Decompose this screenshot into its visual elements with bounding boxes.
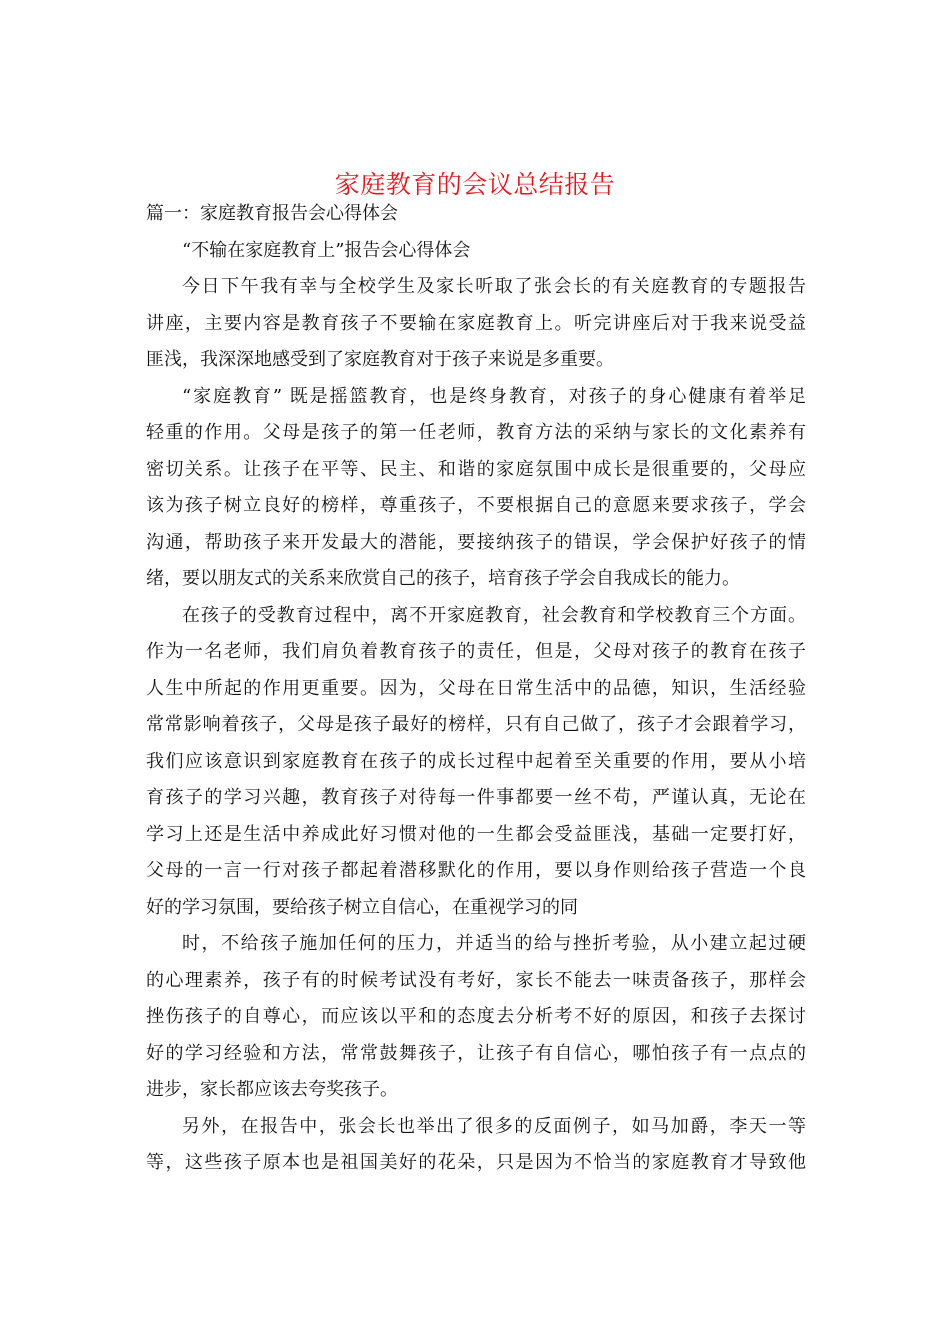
text-line: 密切关系。让孩子在平等、民主、和谐的家庭氛围中成长是很重要的，父母应: [146, 458, 806, 480]
text-line: 讲座，主要内容是教育孩子不要输在家庭教育上。听完讲座后对于我来说受益: [146, 312, 806, 334]
text-line: 匪浅，我深深地感受到了家庭教育对于孩子来说是多重要。: [146, 349, 614, 370]
text-line: 在孩子的受教育过程中，离不开家庭教育，社会教育和学校教育三个方面。: [182, 604, 806, 626]
text-line: 该为孩子树立良好的榜样，尊重孩子，不要根据自己的意愿来要求孩子，学会: [146, 495, 806, 516]
text-line: 人生中所起的作用更重要。因为，父母在日常生活中的品德，知识，生活经验: [146, 677, 806, 699]
text-line: 绪，要以朋友式的关系来欣赏自己的孩子，培育孩子学会自我成长的能力。: [146, 568, 740, 589]
text-line: 沟通，帮助孩子来开发最大的潜能，要接纳孩子的错误，学会保护好孩子的情: [146, 531, 806, 553]
text-line: 的心理素养，孩子有的时候考试没有考好，家长不能去一味责备孩子，那样会: [146, 969, 806, 991]
text-line: 轻重的作用。父母是孩子的第一任老师，教育方法的采纳与家长的文化素养有: [146, 422, 806, 443]
text-line: 今日下午我有幸与全校学生及家长听取了张会长的有关庭教育的专题报告: [182, 276, 806, 297]
text-line: 作为一名老师，我们肩负着教育孩子的责任，但是，父母对孩子的教育在孩子: [146, 641, 806, 662]
text-line: “不输在家庭教育上”报告会心得体会: [182, 239, 471, 261]
text-line: 时，不给孩子施加任何的压力，并适当的给与挫折考验，从小建立起过硬: [182, 933, 806, 954]
text-line: 进步，家长都应该去夸奖孩子。: [146, 1079, 398, 1100]
text-line: 另外，在报告中，张会长也举出了很多的反面例子，如马加爵，李天一等: [182, 1115, 806, 1137]
text-line: 育孩子的学习兴趣，教育孩子对待每一件事都要一丝不苟，严谨认真，无论在: [146, 787, 806, 808]
text-line: 父母的一言一行对孩子都起着潜移默化的作用，要以身作则给孩子营造一个良: [146, 860, 806, 881]
text-line: 常常影响着孩子，父母是孩子最好的榜样，只有自己做了，孩子才会跟着学习，: [146, 714, 806, 735]
text-line: 学习上还是生活中养成此好习惯对他的一生都会受益匪浅，基础一定要打好，: [146, 823, 806, 845]
text-line: 好的学习氛围，要给孩子树立自信心，在重视学习的同: [146, 896, 578, 918]
text-line: 等，这些孩子原本也是祖国美好的花朵，只是因为不恰当的家庭教育才导致他: [146, 1152, 806, 1173]
text-line: 篇一：家庭教育报告会心得体会: [146, 203, 398, 224]
text-line: 好的学习经验和方法，常常鼓舞孩子，让孩子有自信心，哪怕孩子有一点点的: [146, 1042, 806, 1064]
text-line: 我们应该意识到家庭教育在孩子的成长过程中起着至关重要的作用，要从小培: [146, 750, 806, 772]
text-line: “家庭教育” 既是摇篮教育，也是终身教育，对孩子的身心健康有着举足: [182, 385, 806, 407]
text-line: 挫伤孩子的自尊心，而应该以平和的态度去分析考不好的原因，和孩子去探讨: [146, 1006, 806, 1027]
document-body: [146, 196, 806, 1182]
document-title: 家庭教育的会议总结报告: [334, 169, 616, 199]
